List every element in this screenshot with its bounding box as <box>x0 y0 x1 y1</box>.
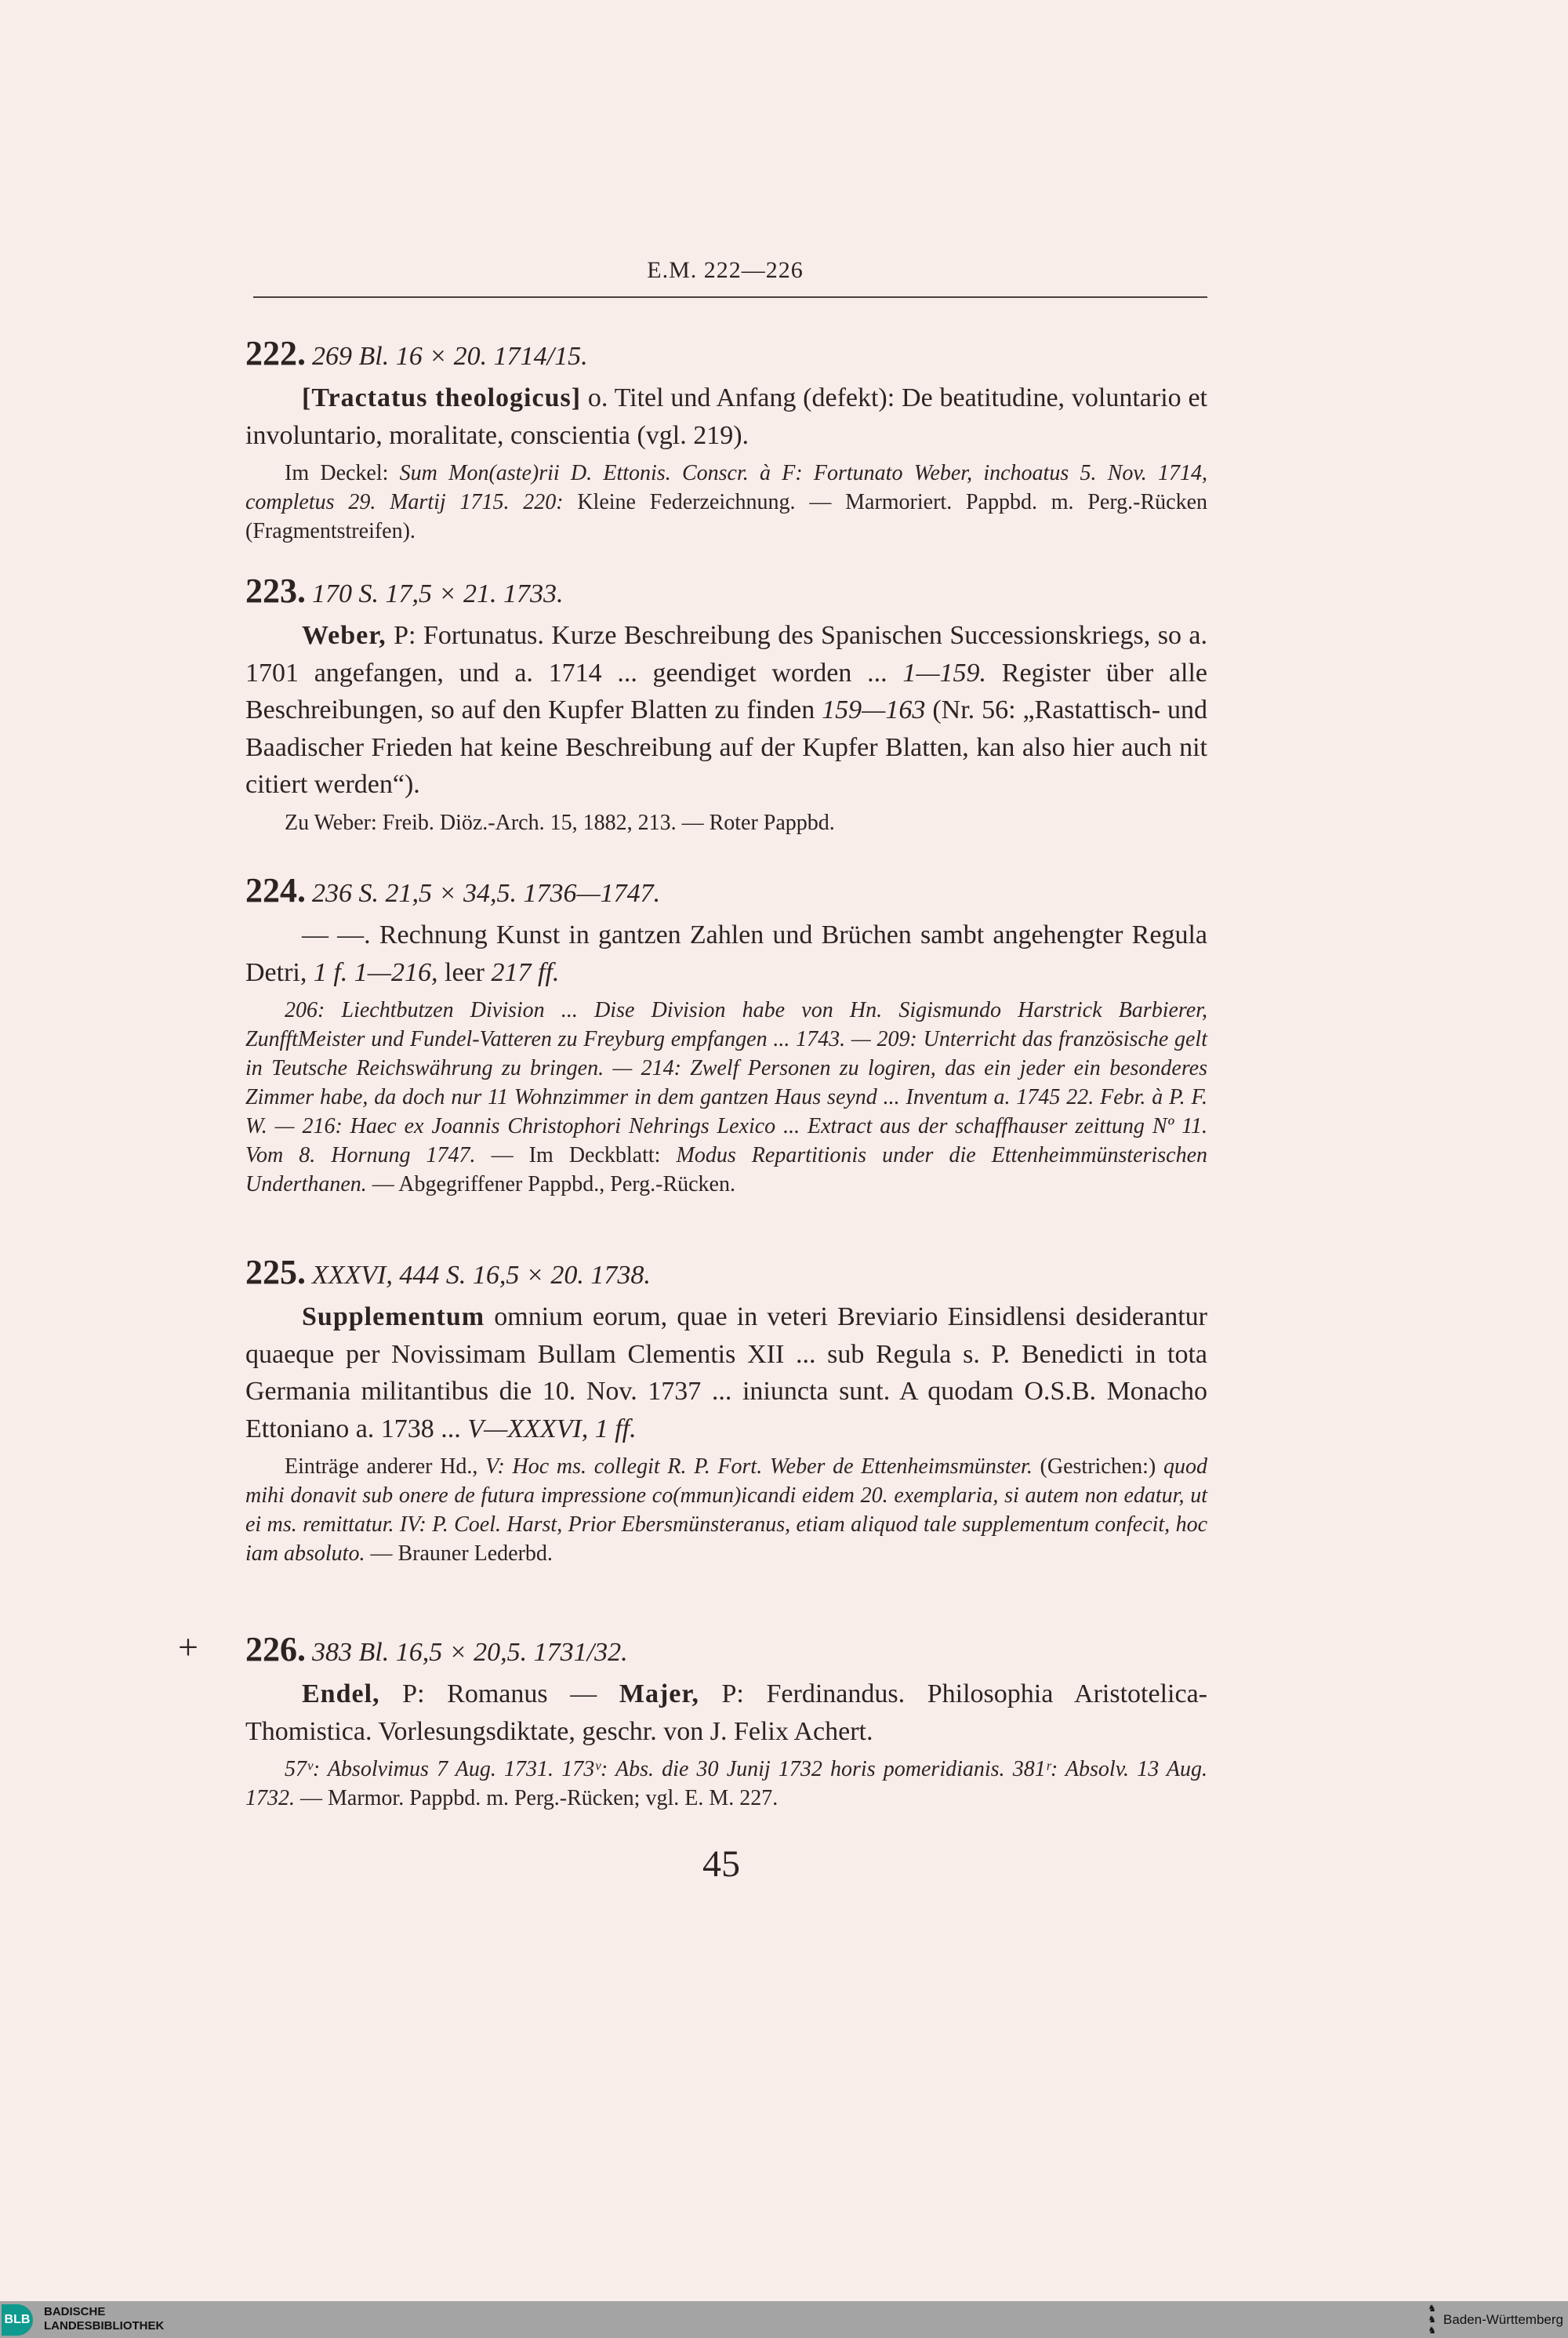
italic-text: 57ᵛ: Absolvimus 7 Aug. 1731. 173ᵛ: Abs. die 30 Junij 1732 horis pomeridianis. 381ʳ: Absolv. 13 Aug. 1732. <box>245 1757 1207 1810</box>
entry-heading <box>245 870 1207 910</box>
bold-text: Majer, <box>619 1679 699 1708</box>
entry-heading <box>245 1252 1207 1292</box>
entry-number: 226. <box>245 1630 306 1668</box>
running-head: E.M. 222—226 <box>647 257 804 283</box>
text: Einträge anderer Hd., <box>285 1454 486 1479</box>
text: (Gestrichen:) <box>1032 1454 1163 1479</box>
italic-text: quod mihi donavit sub onere de futura impressione co(mmun)icandi eidem 20. exemplaria, si autem non edatur, ut ei ms. remittatur. IV: P. Coel. Harst, Prior Ebersmünsteranus, etiam aliquod tale supplementum confecit, hoc iam absoluto. <box>245 1454 1207 1566</box>
blb-line1: BADISCHE <box>44 2305 106 2318</box>
italic-text: 206: Liechtbutzen Division ... Dise Division habe von Hn. Sigismundo Harstrick Barbierer, ZunfftMeister und Fundel-Vatteren zu Freyburg empfangen ... 1743. — 209: Unterricht das französische gelt in Teutsche Reichswährung zu bringen. — 214: Zwelf Personen zu logiren, das ein jeder ein besonderes Zimmer habe, da doch nur 11 Wohnzimmer in dem gantzen Haus seynd ... Inventum a. 1745 22. Febr. à P. F. W. — 216: Haec ex Joannis Christophori Nehrings Lexico ... Extract aus der schaffhauser zeittung Nº 11. Vom 8. Hornung 1747. <box>245 998 1207 1167</box>
blb-line2: LANDESBIBLIOTHEK <box>44 2319 165 2333</box>
entry-meta: 170 S. 17,5 × 21. 1733. <box>312 579 564 608</box>
italic-text: 1 f. 1—216, <box>313 957 438 987</box>
footer-bar <box>0 2301 1568 2338</box>
entry-meta: 269 Bl. 16 × 20. 1714/15. <box>312 342 588 371</box>
entry-heading <box>245 571 1207 611</box>
entry-description <box>245 617 1207 804</box>
text: o. Titel und Anfang (defekt): De beatitudine, voluntario et involuntario, moralitate, conscientia (vgl. 219). <box>245 383 1207 450</box>
text: — Brauner Lederbd. <box>365 1541 553 1566</box>
text: — Abgegriffener Pappbd., Perg.-Rücken. <box>366 1172 735 1196</box>
entry-description <box>245 379 1207 454</box>
lion-icon: ♞ ♞ ♞ <box>1428 2303 1436 2336</box>
entry-heading <box>245 1629 1207 1669</box>
text: P: Fortunatus. Kurze Beschreibung des Spanischen Successionskriegs, so a. 1701 angefangen, und a. 1714 ... geendiget worden ... <box>245 621 1207 688</box>
entry-note <box>245 808 1207 837</box>
text: Kleine Federzeichnung. — Marmoriert. Pappbd. m. Perg.-Rücken (Fragmentstreifen). <box>245 490 1207 543</box>
text: Zu Weber: Freib. Diöz.-Arch. 15, 1882, 213. — Roter Pappbd. <box>285 810 835 835</box>
blb-logo[interactable]: BLB <box>2 2304 33 2336</box>
entry-number: 223. <box>245 572 306 610</box>
text: omnium eorum, quae in veteri Breviario Einsidlensi desiderantur quaeque per Novissimam Bullam Clementis XII ... sub Regula s. P. Benedicti in tota Germania militantibus die 10. Nov. 1737 ... iniuncta sunt. A quodam O.S.B. Monacho Ettoniano a. 1738 ... <box>245 1302 1207 1443</box>
entry-number: 225. <box>245 1253 306 1291</box>
page-number: 45 <box>702 1843 740 1885</box>
baden-wuerttemberg-logo[interactable]: Baden-Württemberg <box>1443 2312 1563 2327</box>
italic-text: Modus Repartitionis under die Ettenheimmünsterischen Underthanen. <box>245 1143 1208 1196</box>
bold-text: Supplementum <box>302 1302 485 1331</box>
text: Im Deckel: <box>285 461 400 485</box>
entry-meta: 383 Bl. 16,5 × 20,5. 1731/32. <box>312 1638 628 1667</box>
text: leer <box>437 957 492 987</box>
catalog-entry <box>178 1627 1207 1813</box>
catalog-entry <box>245 870 1207 1199</box>
entry-note <box>245 1755 1207 1813</box>
entry-note <box>245 996 1207 1199</box>
text: — Marmor. Pappbd. m. Perg.-Rücken; vgl. E. M. 227. <box>295 1786 779 1810</box>
text: P: Ferdinandus. Philosophia Aristotelica-Thomistica. Vorlesungsdiktate, geschr. von J. Felix Achert. <box>245 1679 1207 1746</box>
entry-meta: 236 S. 21,5 × 34,5. 1736—1747. <box>312 879 661 908</box>
bold-text: Endel, <box>302 1679 380 1708</box>
text: P: Romanus — <box>379 1679 619 1708</box>
entry-description <box>245 917 1207 991</box>
italic-text: V—XXXVI, 1 ff. <box>467 1414 637 1443</box>
entry-heading <box>245 333 1207 373</box>
entry-description <box>245 1675 1207 1750</box>
italic-text: 159—163 <box>822 695 926 724</box>
catalog-entry <box>245 571 1207 837</box>
italic-text: 217 ff. <box>491 957 560 987</box>
entry-marker: + <box>178 1627 198 1667</box>
entry-note <box>245 1452 1207 1568</box>
catalog-entry <box>245 333 1207 546</box>
entry-meta: XXXVI, 444 S. 16,5 × 20. 1738. <box>312 1261 651 1290</box>
bold-text: Weber, <box>302 621 387 650</box>
bold-text: [Tractatus theologicus] <box>302 383 582 412</box>
italic-text: Sum Mon(aste)rii D. Ettonis. Conscr. à F: Fortunato Weber, inchoatus 5. Nov. 1714, completus 29. Martij 1715. 220: <box>245 461 1207 514</box>
text: — Im Deckblatt: <box>475 1143 677 1167</box>
catalog-entry <box>245 1252 1207 1568</box>
entry-number: 222. <box>245 334 306 372</box>
blb-name <box>44 2305 164 2333</box>
header-rule <box>253 296 1207 298</box>
text: — —. Rechnung Kunst in gantzen Zahlen und Brüchen sambt angehengter Regula Detri, <box>245 920 1207 987</box>
text: (Nr. 56: „Rastattisch- und Baadischer Frieden hat keine Beschreibung auf der Kupfer Blatten, kan also hier auch nit citiert werden“). <box>245 695 1207 799</box>
entry-note <box>245 459 1207 546</box>
text: Register über alle Beschreibungen, so auf den Kupfer Blatten zu finden <box>245 658 1207 724</box>
italic-text: 1—159. <box>902 658 987 688</box>
entry-description <box>245 1298 1207 1447</box>
entry-number: 224. <box>245 871 306 909</box>
italic-text: V: Hoc ms. collegit R. P. Fort. Weber de Ettenheimsmünster. <box>485 1454 1033 1479</box>
